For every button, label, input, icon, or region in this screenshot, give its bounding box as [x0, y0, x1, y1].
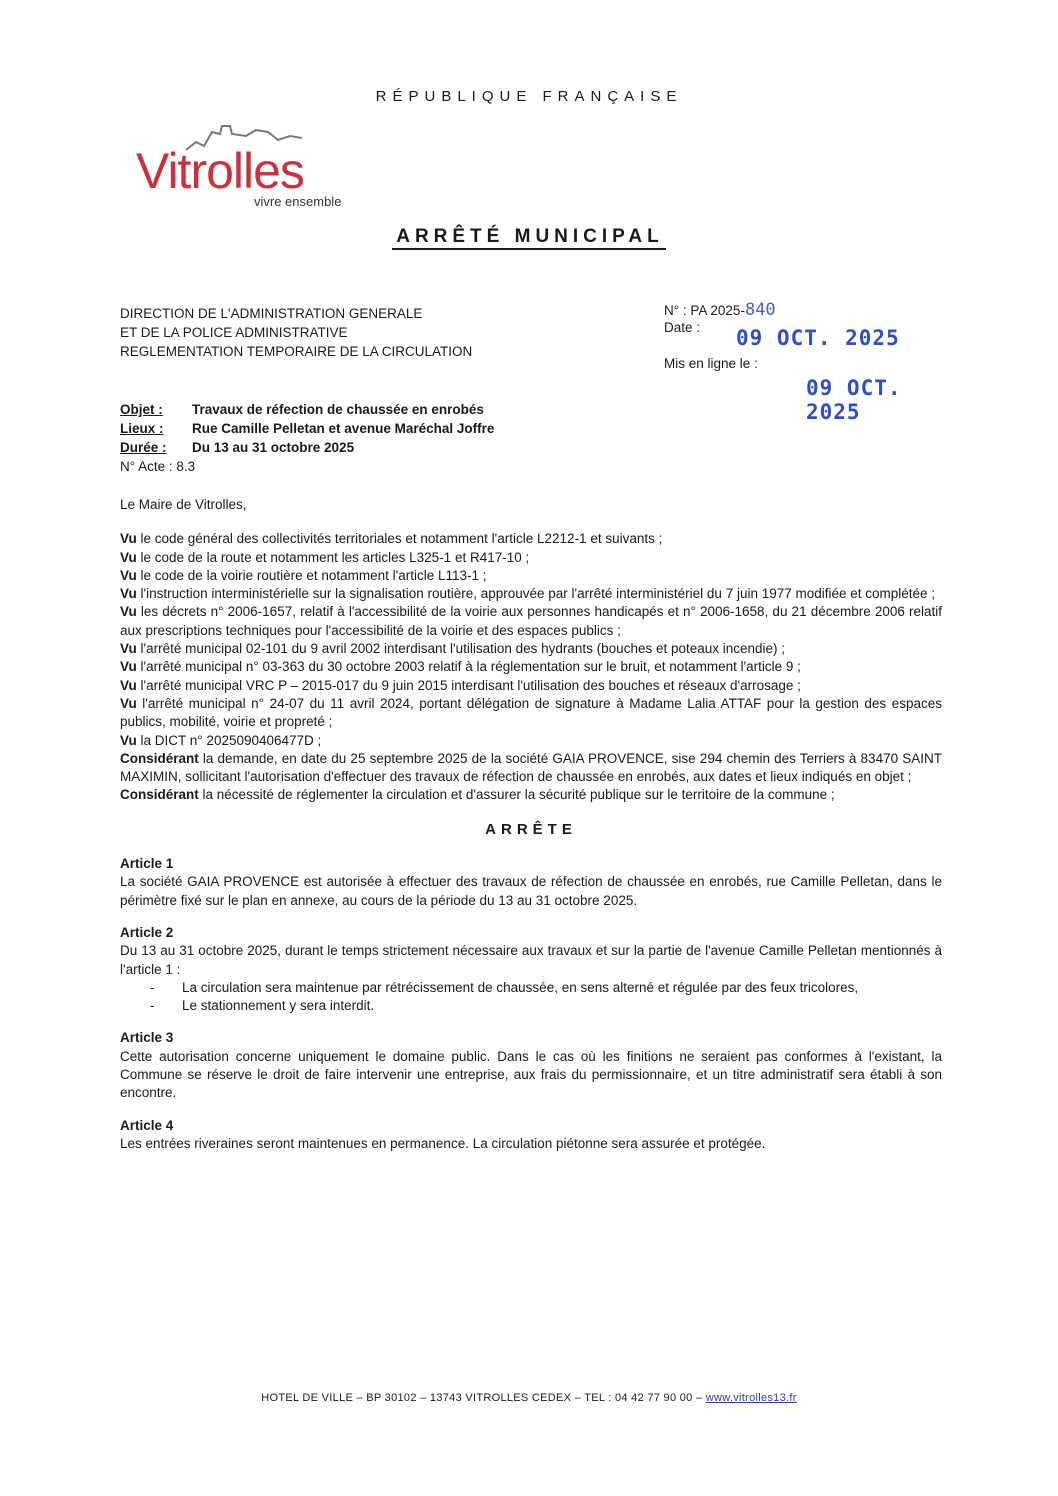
document-title: [0, 226, 1058, 248]
considerant-word: Considérant: [120, 750, 199, 766]
reference-number: [664, 300, 964, 320]
logo-tagline: vivre ensemble: [254, 194, 342, 209]
lieux-line: [120, 419, 494, 438]
visa-item: [120, 549, 942, 567]
visa-text: l'arrêté municipal n° 03-363 du 30 octobre 2003 relatif à la réglementation sur le bruit, et notamment l'article 9 ;: [140, 659, 801, 675]
visa-text: les décrets n° 2006-1657, relatif à l'accessibilité de la voirie aux personnes handicapés et n° 2006-1658, du 21 décembre 2006 relatif aux prescriptions techniques pour l'accessibilité de la voirie et des espaces publics ;: [120, 604, 942, 638]
article-3-title: Article 3: [120, 1030, 174, 1046]
visa-text: le code de la voirie routière et notamment l'article L113-1 ;: [140, 567, 487, 583]
considerant-text: la nécessité de réglementer la circulation et d'assurer la sécurité publique sur le territoire de la commune ;: [202, 787, 835, 803]
online-stamp: 09 OCT. 2025: [806, 376, 902, 424]
reference-block: [664, 300, 964, 424]
duree-value: Du 13 au 31 octobre 2025: [192, 440, 355, 455]
duree-line: [120, 438, 494, 457]
considerant-word: Considérant: [120, 787, 199, 803]
footer-address: HOTEL DE VILLE – BP 30102 – 13743 VITROLLES CEDEX – TEL : 04 42 77 90 00 –: [261, 1392, 706, 1404]
date-label: Date :: [664, 320, 701, 335]
department-line: REGLEMENTATION TEMPORAIRE DE LA CIRCULATION: [120, 344, 473, 359]
department-line: DIRECTION DE L'ADMINISTRATION GENERALE: [120, 306, 423, 321]
vu-word: Vu: [120, 586, 137, 602]
visa-item: [120, 658, 942, 676]
acte-number: N° Acte : 8.3: [120, 459, 196, 474]
vu-word: Vu: [120, 732, 137, 748]
objet-line: [120, 400, 494, 419]
visa-text: l'arrêté municipal 02-101 du 9 avril 2002 interdisant l'utilisation des hydrants (bouches et poteaux incendie) ;: [140, 641, 786, 657]
arrete-heading: ARRÊTE: [485, 820, 577, 838]
department-line: ET DE LA POLICE ADMINISTRATIVE: [120, 325, 348, 340]
vu-word: Vu: [120, 604, 137, 620]
online-label: Mis en ligne le :: [664, 356, 758, 371]
title-text: ARRÊTÉ MUNICIPAL: [392, 226, 666, 250]
vu-word: Vu: [120, 695, 137, 711]
reference-number-handwritten: 840: [744, 300, 776, 320]
lieux-label: Lieux :: [120, 421, 164, 436]
objet-value: Travaux de réfection de chaussée en enrobés: [192, 402, 484, 417]
considerant-item: [120, 750, 942, 787]
considerant-text: la demande, en date du 25 septembre 2025 de la société GAIA PROVENCE, sise 294 chemin des Terriers à 83470 SAINT MAXIMIN, sollicitant l'autorisation d'effectuer des travaux de réfection de chaussée en enrobés, aux dates et lieux indiqués en objet ;: [120, 750, 942, 785]
considerant-item: [120, 786, 942, 804]
visa-text: la DICT n° 2025090406477D ;: [140, 732, 322, 748]
visa-text: le code général des collectivités territoriales et notamment l'article L2212-1 et suivants ;: [140, 531, 663, 547]
vu-word: Vu: [120, 641, 137, 657]
article-1-title: Article 1: [120, 856, 174, 872]
list-item: - La circulation sera maintenue par rétrécissement de chaussée, en sens alterné et régulée par des feux tricolores,: [182, 979, 942, 997]
maire-line: Le Maire de Vitrolles,: [120, 497, 247, 512]
footer: [0, 1392, 1058, 1404]
department-block: [120, 304, 472, 361]
article-2-text: Du 13 au 31 octobre 2025, durant le temps strictement nécessaire aux travaux et sur la partie de l'avenue Camille Pelletan mentionnés à l'article 1 :: [120, 943, 942, 977]
visa-item: [120, 603, 942, 640]
article-1-text: La société GAIA PROVENCE est autorisée à effectuer des travaux de réfection de chaussée en enrobés, rue Camille Pelletan, dans le périmètre fixé sur le plan en annexe, au cours de la période du 13 au 31 octobre 2025.: [120, 874, 942, 908]
website-link[interactable]: www.vitrolles13.fr: [705, 1392, 797, 1404]
vu-word: Vu: [120, 659, 137, 675]
visa-item: [120, 530, 942, 548]
article-4-title: Article 4: [120, 1117, 174, 1133]
visa-item: [120, 677, 942, 695]
object-block: [120, 400, 494, 476]
duree-label: Durée :: [120, 440, 167, 455]
online-date: [664, 356, 964, 424]
visa-text: l'arrêté municipal VRC P – 2015-017 du 9 juin 2015 interdisant l'utilisation des bouches et réseaux d'arrosage ;: [140, 677, 801, 693]
article-2-list: [120, 979, 942, 1016]
article-2-title: Article 2: [120, 924, 174, 940]
vu-word: Vu: [120, 567, 137, 583]
logo-name: Vitrolles: [136, 143, 304, 199]
reference-date: [664, 320, 964, 356]
reference-number-label: N° : PA 2025-: [664, 303, 745, 318]
vu-word: Vu: [120, 531, 137, 547]
visa-item: [120, 567, 942, 585]
visa-text: le code de la route et notamment les articles L325-1 et R417-10 ;: [140, 549, 530, 565]
vu-word: Vu: [120, 677, 137, 693]
date-stamp: 09 OCT. 2025: [736, 326, 900, 350]
objet-label: Objet :: [120, 402, 163, 417]
visa-text: l'arrêté municipal n° 24-07 du 11 avril 2024, portant délégation de signature à Madame Lalia ATTAF pour la gestion des espaces publics, mobilité, voirie et propreté ;: [120, 695, 942, 730]
visa-item: [120, 732, 942, 750]
article-4-text: Les entrées riveraines seront maintenues en permanence. La circulation piétonne sera assurée et protégée.: [120, 1135, 766, 1151]
lieux-value: Rue Camille Pelletan et avenue Maréchal Joffre: [192, 421, 495, 436]
list-item: - Le stationnement y sera interdit.: [182, 997, 942, 1015]
vitrolles-logo: [136, 132, 376, 214]
republique-heading: RÉPUBLIQUE FRANÇAISE: [375, 88, 683, 105]
visa-item: [120, 695, 942, 732]
visa-item: [120, 640, 942, 658]
article-3-text: Cette autorisation concerne uniquement le domaine public. Dans le cas où les finitions ne seraient pas conformes à l'existant, la Commune se réserve le droit de faire intervenir une entreprise, aux frais du permissionnaire, et un titre administratif sera établi à son encontre.: [120, 1048, 942, 1101]
arrete-body: [120, 496, 942, 1153]
visa-text: l'instruction interministérielle sur la signalisation routière, approuvée par l'arrêté interministériel du 7 juin 1977 modifiée et complétée ;: [140, 586, 936, 602]
vu-word: Vu: [120, 549, 137, 565]
visa-item: [120, 585, 942, 603]
